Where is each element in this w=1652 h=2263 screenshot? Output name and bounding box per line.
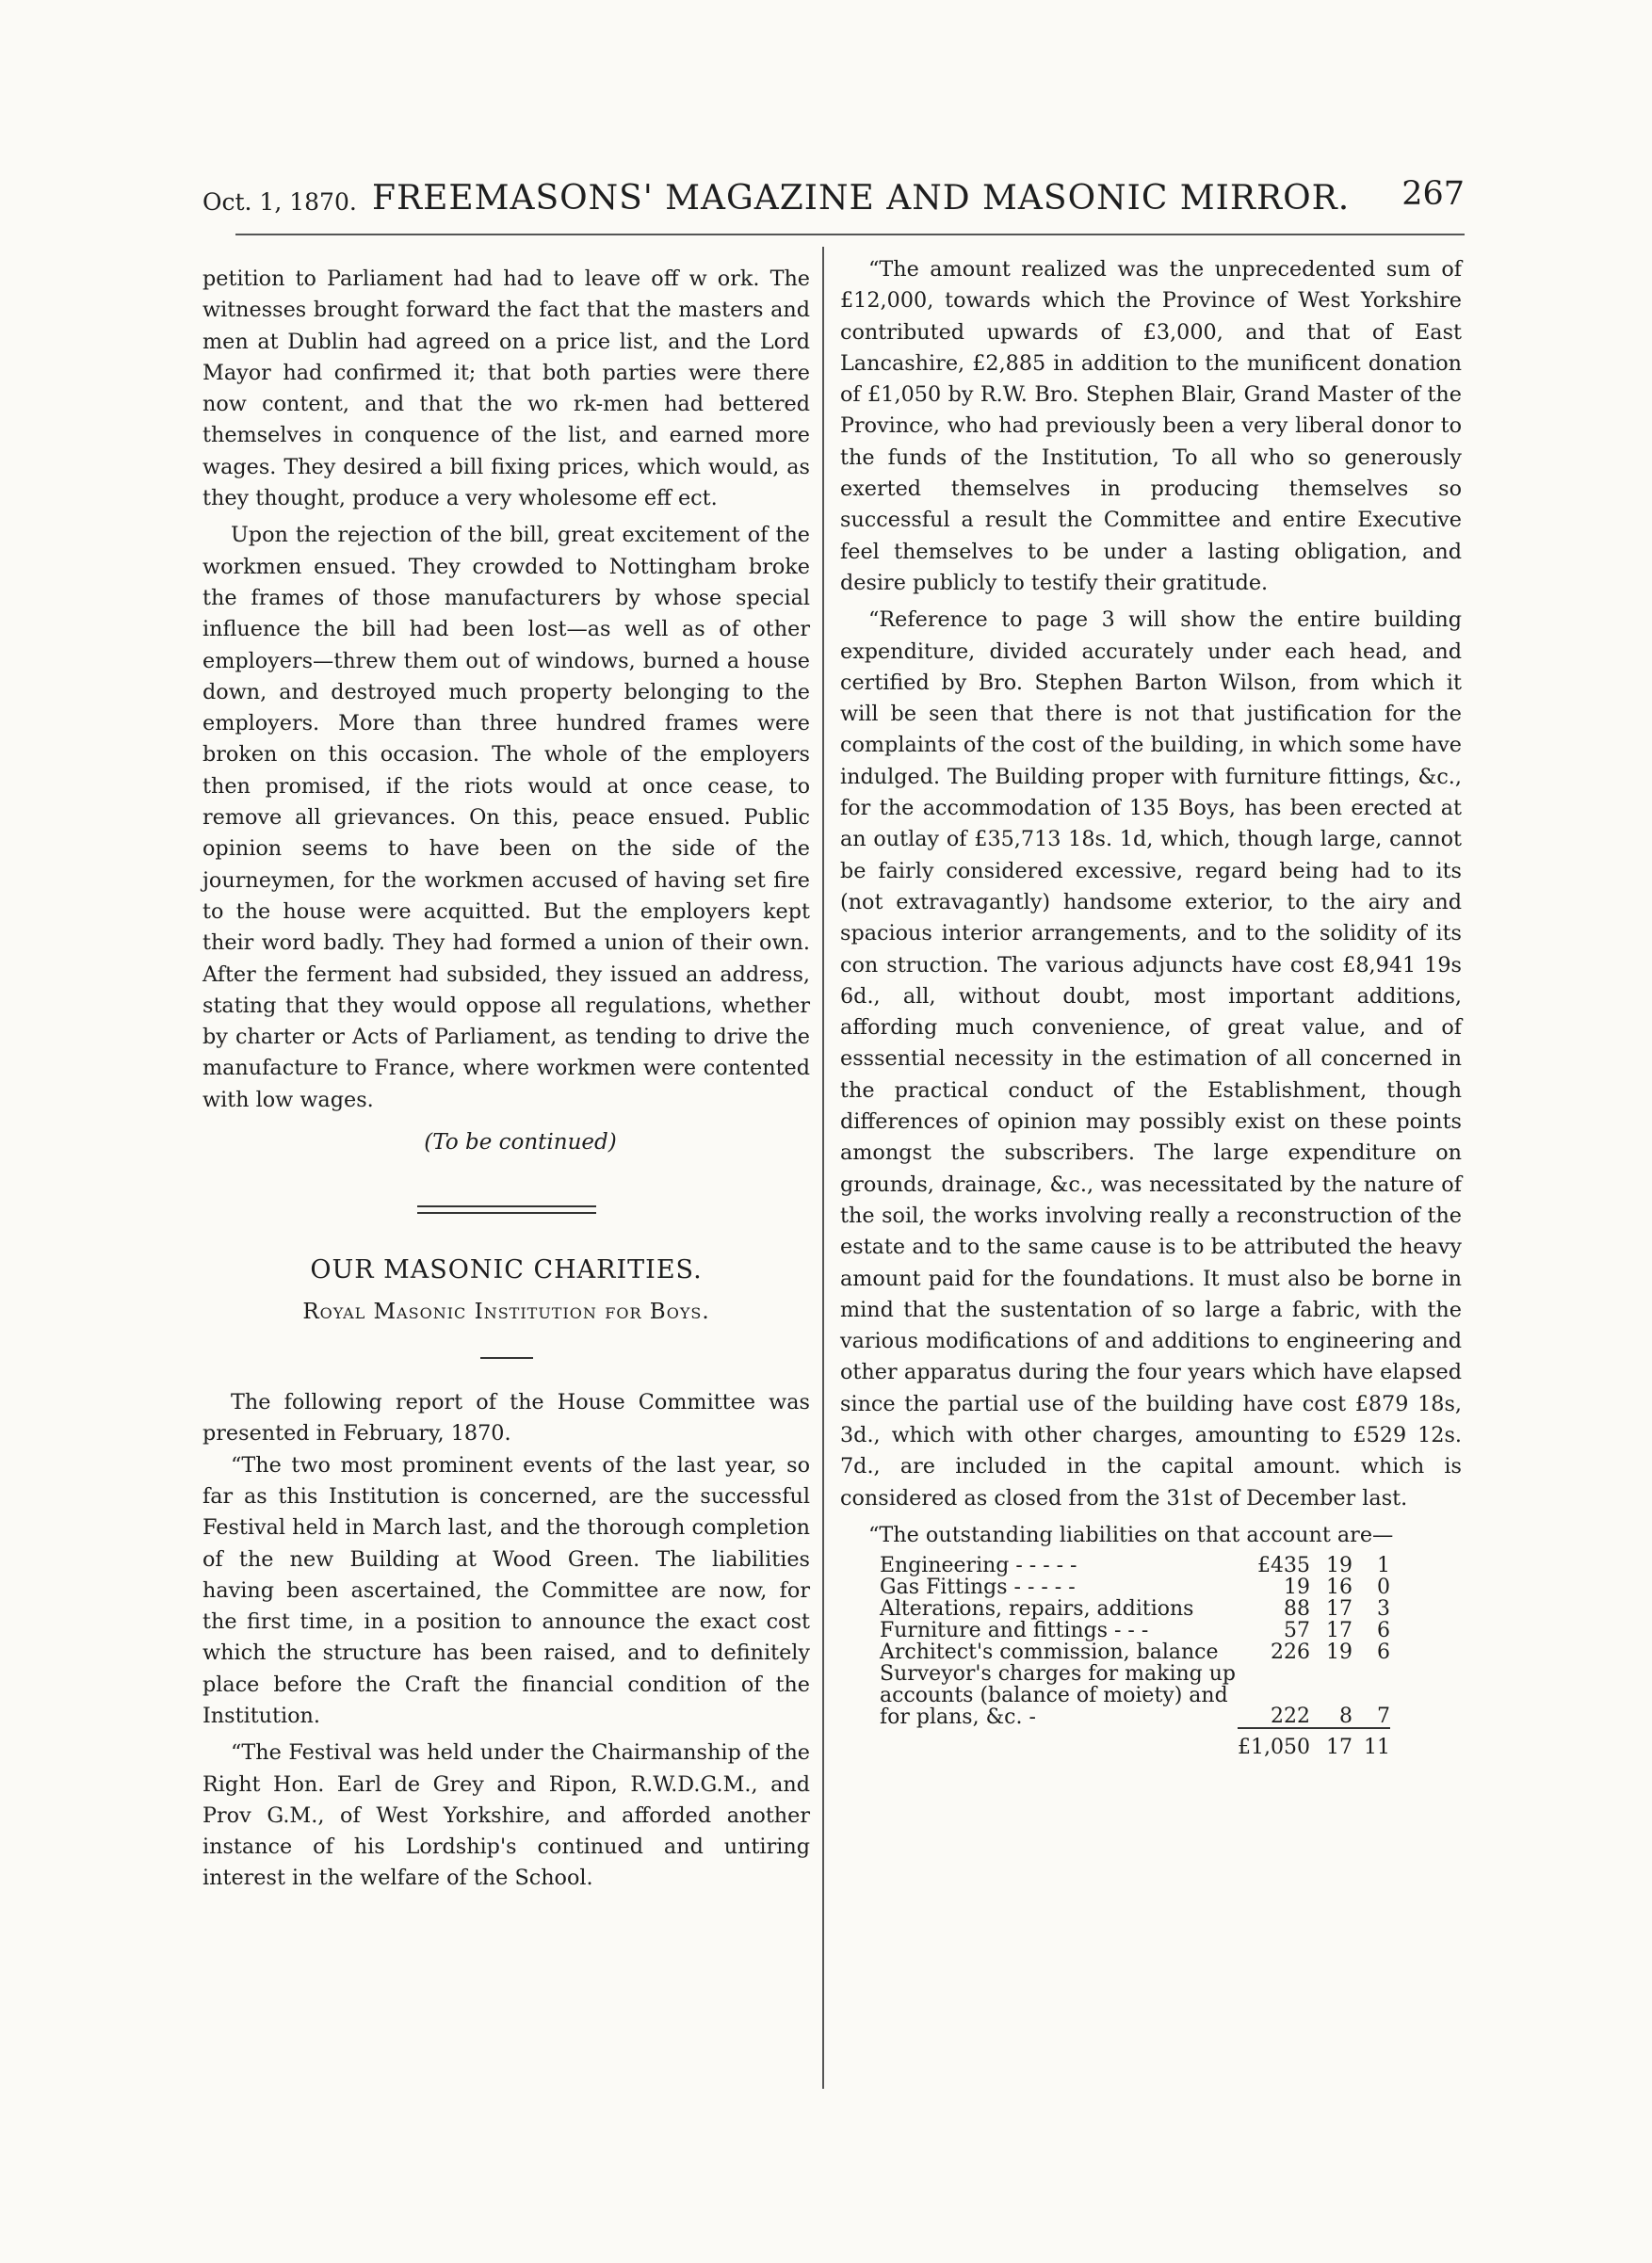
right-column — [840, 254, 1462, 1758]
left-column — [202, 264, 810, 1895]
paragraph: “The Festival was held under the Chairmanship of the Right Hon. Earl de Grey and Ripon, R.W.D.G.M., and Prov G.M., of West Yorkshire, and afforded another instance of his Lordship's continued and untiring interest in the welfare of the School. — [202, 1740, 810, 1891]
paragraph: The following report of the House Committee was presented in February, 1870. — [202, 1390, 810, 1447]
table-row: Engineering - - - - - £435 19 1 — [880, 1554, 1390, 1578]
paragraph: “Reference to page 3 will show the entire building expenditure, divided accurately under each head, and certified by Bro. Stephen Barton Wilson, from which it will be seen that there is not that justification for the complaints of the cost of the building, in which some have indulged. The Building proper with furniture fittings, &c., for the accommodation of 135 Boys, has been erected at an outlay of £35,713 18s. 1d, which, though large, cannot be fairly considered excessive, regard being had to its (not extravagantly) handsome exterior, to the airy and spacious interior arrangements, and to the solidity of its con struction. The various adjuncts have cost £8,941 19s 6d., all, without doubt, most important additions, affording much convenience, of great value, and of esssential necessity in the estimation of all concerned in the practical conduct of the Establishment, though differences of opinion may possibly exist on these points amongst the subscribers. The large expenditure on grounds, drainage, &c., was necessitated by the nature of the soil, the works involving really a reconstruction of the estate and to the same cause is to be attributed the heavy amount paid for the foundations. It must also be borne in mind that the sustentation of so large a fabric, with the various modifications of and additions to engineering and other apparatus during the four years which have elapsed since the partial use of the building have cost £879 18s, 3d., which with other charges, amounting to £529 12s. 7d., are included in the capital amount. which is considered as closed from the 31st of December last. — [840, 607, 1462, 1511]
paragraph: “The amount realized was the unprecedented sum of £12,000, towards which the Province of West Yorkshire contributed upwards of £3,000, and that of East Lancashire, £2,885 in addition to the munificent donation of £1,050 by R.W. Bro. Stephen Blair, Grand Master of the Province, who had previously been a very liberal donor to the funds of the Institution, To all who so generously exerted themselves in producing themselves so successful a result the Committee and entire Executive feel themselves to be under a lasting obligation, and desire publicly to testify their gratitude. — [840, 257, 1462, 595]
section-title: OUR MASONIC CHARITIES. — [310, 1255, 703, 1285]
table-row: Architect's commission, balance 226 19 6 — [880, 1641, 1390, 1665]
table-row: Surveyor's charges for making up accounts (balance of moiety) and for plans, &c. - 222 8 7 — [880, 1662, 1390, 1730]
page-header — [202, 175, 1465, 232]
section-subtitle: Royal Masonic Institution for Boys. — [302, 1300, 710, 1325]
table-row: Alterations, repairs, additions 88 17 3 — [880, 1597, 1390, 1622]
total-rule — [880, 1728, 1390, 1737]
paragraph: petition to Parliament had had to leave off w ork. The witnesses brought forward the fact that the masters and men at Dublin had agreed on a price list, and the Lord Mayor had confirmed it; that both parties were there now content, and that the wo rk-men had bettered themselves in conquence of the list, and earned more wages. They desired a bill fixing prices, which would, as they thought, produce a very wholesome eff ect. — [202, 267, 810, 511]
column-divider — [822, 247, 824, 2089]
short-rule — [480, 1357, 533, 1359]
table-row: Gas Fittings - - - - - 19 16 0 — [880, 1576, 1390, 1600]
paragraph: “The outstanding liabilities on that account are— — [868, 1522, 1394, 1547]
to-be-continued: (To be continued) — [424, 1130, 617, 1156]
paragraph: “The two most prominent events of the last year, so far as this Institution is concerned, are the successful Festival held in March last, and the thorough completion of the new Building at Wood Green. The liabilities having been ascertained, the Committee are now, for the first time, in a position to announce the exact cost which the structure has been raised, and to definitely place before the Craft the financial condition of the Institution. — [202, 1452, 810, 1728]
header-rule — [235, 234, 1465, 235]
total-row: £1,050 17 11 — [1238, 1736, 1390, 1760]
table-row: Furniture and fittings - - - 57 17 6 — [880, 1619, 1390, 1643]
liabilities-table — [880, 1555, 1390, 1758]
issue-date: Oct. 1, 1870. — [202, 188, 357, 216]
magazine-title: FREEMASONS' MAGAZINE AND MASONIC MIRROR. — [372, 179, 1351, 218]
paragraph: Upon the rejection of the bill, great excitement of the workmen ensued. They crowded to Nottingham broke the frames of those manufacturers by whose special influence the bill had been lost—as well as of other employers—threw them out of windows, burned a house down, and destroyed much property belonging to the employers. More than three hundred frames were broken on this occasion. The whole of the employers then promised, if the riots would at once cease, to remove all grievances. On this, peace ensued. Public opinion seems to have been on the side of the journeymen, for the workmen accused of having set fire to the house were acquitted. But the employers kept their word badly. They had formed a union of their own. After the ferment had subsided, they issued an address, stating that they would oppose all regulations, whether by charter or Acts of Parliament, as tending to drive the manufacture to France, where workmen were contented with low wages. — [202, 523, 810, 1112]
page-number: 267 — [1401, 175, 1465, 213]
section-divider — [417, 1205, 596, 1214]
